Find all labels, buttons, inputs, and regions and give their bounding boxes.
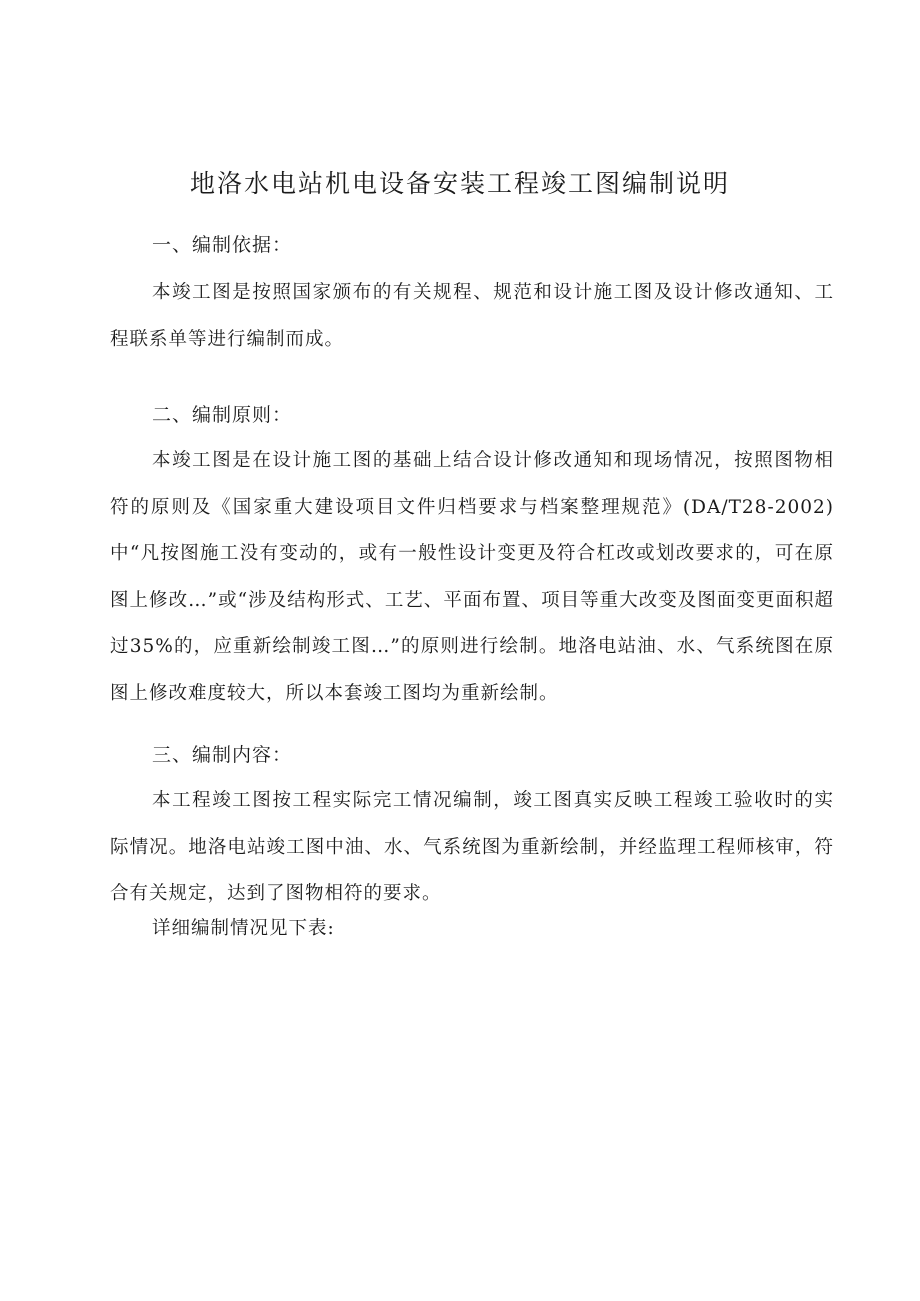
section-heading-basis: 一、编制依据： [152, 234, 293, 256]
section-heading-content: 三、编制内容： [152, 744, 293, 766]
section-paragraph-content: 本工程竣工图按工程实际完工情况编制，竣工图真实反映工程竣工验收时的实际情况。地洛电站竣工图中油、水、气系统图为重新绘制，并经监理工程师核审，符合有关规定，达到了图物相符的要求。 [110, 790, 834, 904]
section-paragraph-table-note: 详细编制情况见下表: [152, 918, 335, 939]
section-heading-principles: 二、编制原则： [152, 404, 293, 426]
section-paragraph-principles: 本竣工图是在设计施工图的基础上结合设计修改通知和现场情况，按照图物相符的原则及《国家重大建设项目文件归档要求与档案整理规范》(DA/T28-2002)中“凡按图施工没有变动的，或有一般性设计变更及符合杠改或划改要求的，可在原图上修改…”或“涉及结构形式、工艺、平面布置、项目等重大改变及图面变更面积超过35%的，应重新绘制竣工图…”的原则进行绘制。地洛电站油、水、气系统图在原图上修改难度较大，所以本套竣工图均为重新绘制。 [110, 450, 834, 704]
section-paragraph-basis: 本竣工图是按照国家颁布的有关规程、规范和设计施工图及设计修改通知、工程联系单等进行编制而成。 [110, 282, 834, 350]
document-title: 地洛水电站机电设备安装工程竣工图编制说明 [189, 169, 730, 198]
